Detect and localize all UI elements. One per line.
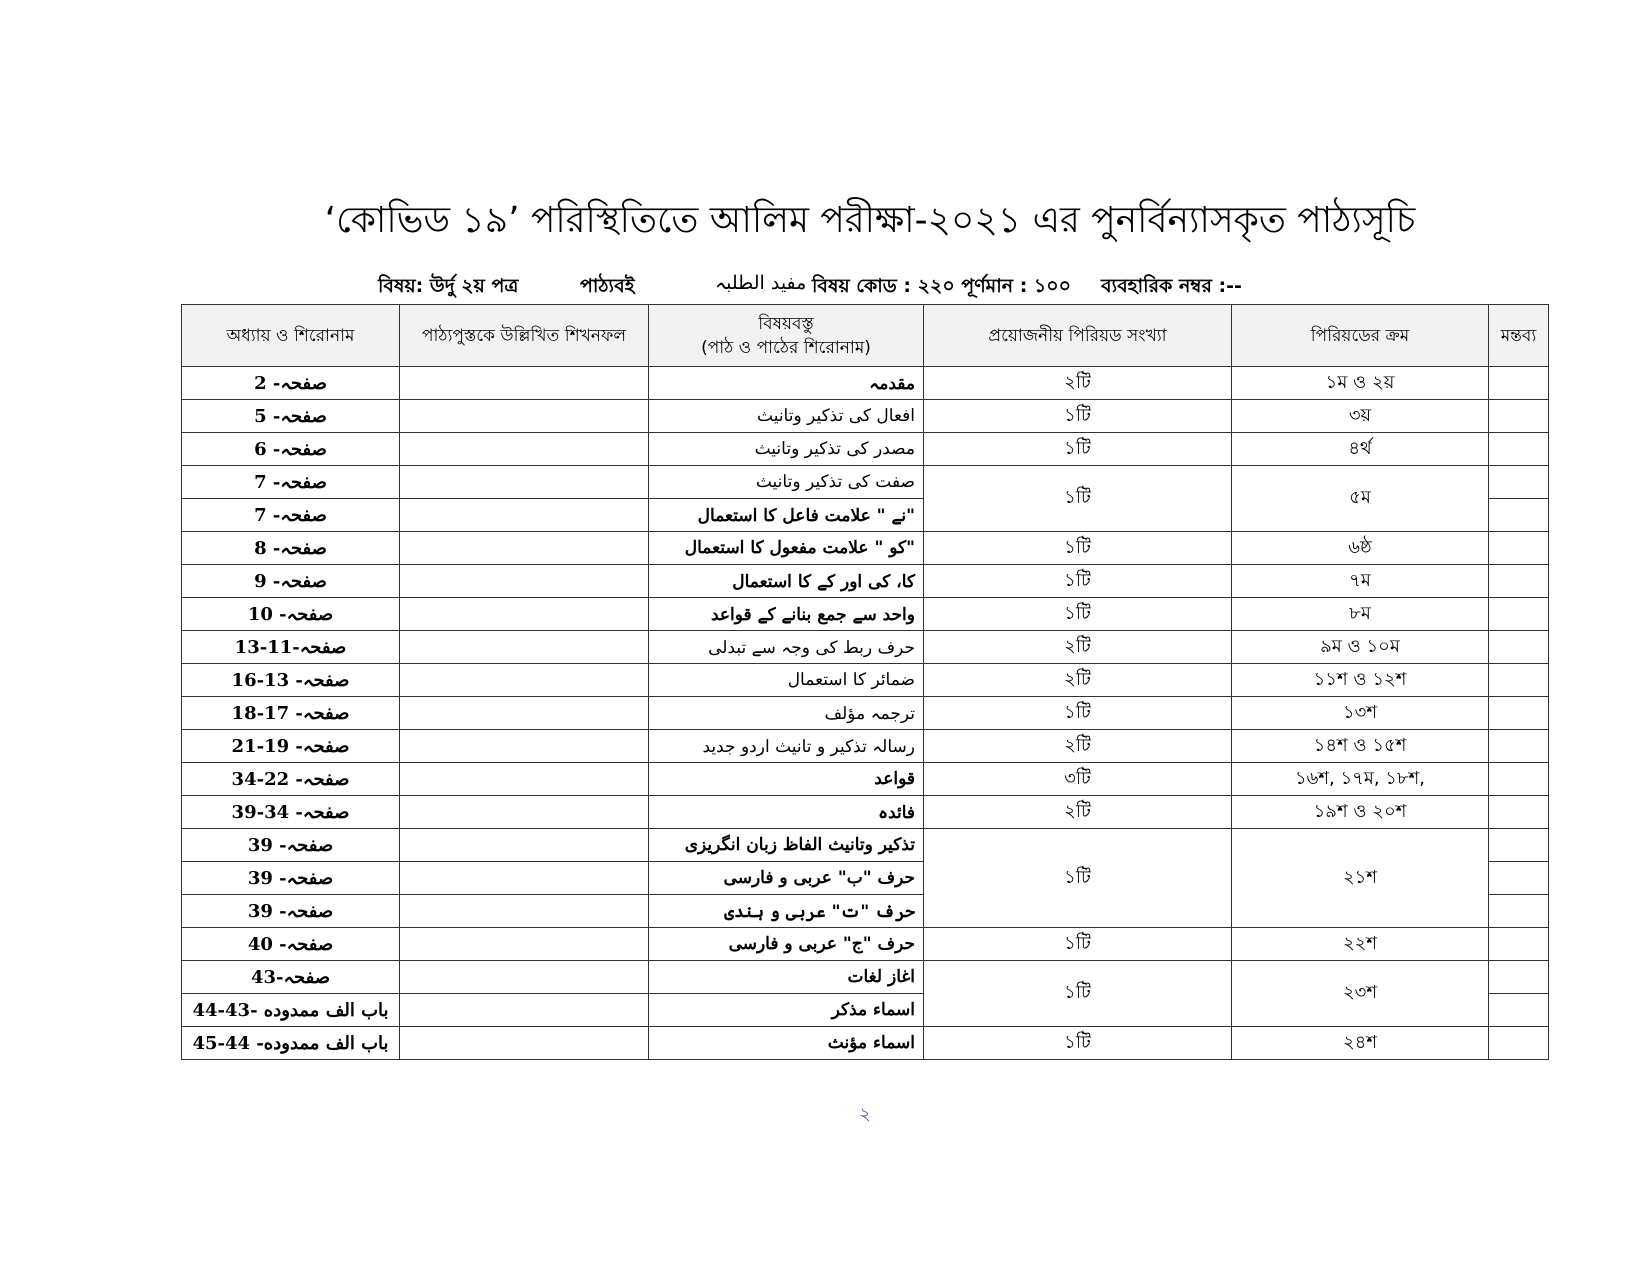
page-cell: صفحہ- 7 — [182, 466, 400, 499]
content-cell: مقدمہ — [649, 367, 924, 400]
order-cell: ৮ম — [1232, 598, 1489, 631]
table-row — [182, 466, 1549, 499]
periods-cell: ১টি — [924, 598, 1232, 631]
remarks-cell — [1489, 367, 1549, 400]
page-cell: صفحہ- 39 — [182, 862, 400, 895]
outcome-cell — [400, 367, 649, 400]
order-cell: ১৯শ ও ২০শ — [1232, 796, 1489, 829]
content-cell: فائدہ — [649, 796, 924, 829]
outcome-cell — [400, 829, 649, 862]
header-content-line2: (পাঠ ও পাঠের শিরোনাম) — [701, 337, 871, 358]
order-cell: ১ম ও ২য় — [1232, 367, 1489, 400]
content-cell: حرف "ت" عربی و ہندی — [649, 895, 924, 928]
remarks-cell — [1489, 466, 1549, 499]
content-cell: "کو " علامت مفعول کا استعمال — [649, 532, 924, 565]
outcome-cell — [400, 730, 649, 763]
remarks-cell — [1489, 796, 1549, 829]
content-cell: اسماء مذکر — [649, 994, 924, 1027]
order-cell: ১৩শ — [1232, 697, 1489, 730]
content-cell: اغاز لغات — [649, 961, 924, 994]
outcome-cell — [400, 697, 649, 730]
periods-cell: ১টি — [924, 433, 1232, 466]
outcome-cell — [400, 598, 649, 631]
remarks-cell — [1489, 499, 1549, 532]
periods-cell: ১টি — [924, 928, 1232, 961]
order-cell: ৫ম — [1232, 466, 1489, 532]
textbook-label: পাঠ্যবই — [580, 275, 635, 297]
outcome-cell — [400, 1027, 649, 1060]
page-cell: صفحہ- 6 — [182, 433, 400, 466]
page-cell: صفحہ- 5 — [182, 400, 400, 433]
textbook-name: مفید الطلبہ — [715, 272, 807, 294]
page-cell: صفحہ- 40 — [182, 928, 400, 961]
order-cell: ৬ষ্ঠ — [1232, 532, 1489, 565]
subject-code-marks: বিষয় কোড : ২২০ পূর্ণমান : ১০০ — [812, 275, 1071, 297]
periods-cell: ১টি — [924, 697, 1232, 730]
outcome-cell — [400, 763, 649, 796]
table-row — [182, 763, 1549, 796]
subject-info-line — [180, 268, 1560, 300]
remarks-cell — [1489, 1027, 1549, 1060]
content-cell: اسماء مؤنث — [649, 1027, 924, 1060]
outcome-cell — [400, 532, 649, 565]
content-cell: حرف "ب" عربی و فارسی — [649, 862, 924, 895]
page-number: ২ — [859, 1104, 871, 1125]
page-cell: باب الف ممدوده- 44-45 — [182, 1027, 400, 1060]
table-row — [182, 697, 1549, 730]
order-cell: ৩য় — [1232, 400, 1489, 433]
remarks-cell — [1489, 928, 1549, 961]
remarks-cell — [1489, 631, 1549, 664]
content-cell: حرف "ج" عربی و فارسی — [649, 928, 924, 961]
remarks-cell — [1489, 862, 1549, 895]
table-header-row — [182, 305, 1549, 367]
header-chapter: অধ্যায় ও শিরোনাম — [182, 305, 400, 367]
content-cell: افعال کی تذکیر وتانیث — [649, 400, 924, 433]
content-cell: قواعد — [649, 763, 924, 796]
periods-cell: ২টি — [924, 730, 1232, 763]
remarks-cell — [1489, 829, 1549, 862]
syllabus-table — [181, 304, 1549, 1060]
page-cell: صفحہ- 17-18 — [182, 697, 400, 730]
remarks-cell — [1489, 400, 1549, 433]
periods-cell: ২টি — [924, 796, 1232, 829]
practical-marks: ব্যবহারিক নম্বর :-- — [1101, 275, 1242, 297]
table-row — [182, 367, 1549, 400]
table-row — [182, 1027, 1549, 1060]
subject-label: বিষয়: উর্দু ২য় পত্র — [378, 275, 519, 297]
table-row — [182, 433, 1549, 466]
outcome-cell — [400, 928, 649, 961]
table-row — [182, 532, 1549, 565]
page-cell: صفحہ- 39 — [182, 895, 400, 928]
table-row — [182, 631, 1549, 664]
header-periods: প্রয়োজনীয় পিরিয়ড সংখ্যা — [924, 305, 1232, 367]
periods-cell: ১টি — [924, 829, 1232, 928]
content-cell: ترجمہ مؤلف — [649, 697, 924, 730]
remarks-cell — [1489, 697, 1549, 730]
remarks-cell — [1489, 664, 1549, 697]
remarks-cell — [1489, 895, 1549, 928]
outcome-cell — [400, 631, 649, 664]
content-cell: حرف ربط کی وجہ سے تبدلی — [649, 631, 924, 664]
outcome-cell — [400, 433, 649, 466]
outcome-cell — [400, 994, 649, 1027]
page-cell: صفحہ- 19-21 — [182, 730, 400, 763]
table-row — [182, 928, 1549, 961]
order-cell: ২৪শ — [1232, 1027, 1489, 1060]
outcome-cell — [400, 862, 649, 895]
remarks-cell — [1489, 598, 1549, 631]
outcome-cell — [400, 664, 649, 697]
header-content-line1: বিষয়বস্তু — [758, 313, 814, 334]
content-cell: ضمائر کا استعمال — [649, 664, 924, 697]
remarks-cell — [1489, 994, 1549, 1027]
order-cell: ২১শ — [1232, 829, 1489, 928]
table-row — [182, 598, 1549, 631]
table-row — [182, 565, 1549, 598]
periods-cell: ১টি — [924, 1027, 1232, 1060]
outcome-cell — [400, 895, 649, 928]
order-cell: ২৩শ — [1232, 961, 1489, 1027]
outcome-cell — [400, 499, 649, 532]
page-cell: صفحہ-11-13 — [182, 631, 400, 664]
periods-cell: ১টি — [924, 400, 1232, 433]
header-learning-outcome: পাঠ্যপুস্তকে উল্লিখিত শিখনফল — [400, 305, 649, 367]
periods-cell: ২টি — [924, 631, 1232, 664]
page-title: ‘কোভিড ১৯’ পরিস্থিতিতে আলিম পরীক্ষা-২০২১ এর পুনর্বিন্যাসকৃত পাঠ্যসূচি — [324, 200, 1416, 241]
content-cell: واحد سے جمع بنانے کے قواعد — [649, 598, 924, 631]
page-cell: صفحہ- 7 — [182, 499, 400, 532]
content-cell: مصدر کی تذکیر وتانیث — [649, 433, 924, 466]
remarks-cell — [1489, 763, 1549, 796]
page-cell: صفحہ- 10 — [182, 598, 400, 631]
periods-cell: ২টি — [924, 664, 1232, 697]
table-row — [182, 664, 1549, 697]
page-cell: صفحہ- 8 — [182, 532, 400, 565]
content-cell: صفت کی تذکیر وتانیث — [649, 466, 924, 499]
periods-cell: ১টি — [924, 532, 1232, 565]
table-row — [182, 961, 1549, 994]
table-row — [182, 730, 1549, 763]
header-period-order: পিরিয়ডের ক্রম — [1232, 305, 1489, 367]
table-row — [182, 829, 1549, 862]
header-remarks: মন্তব্য — [1489, 305, 1549, 367]
remarks-cell — [1489, 565, 1549, 598]
remarks-cell — [1489, 433, 1549, 466]
periods-cell: ২টি — [924, 367, 1232, 400]
page-cell: صفحہ-43 — [182, 961, 400, 994]
order-cell: ৭ম — [1232, 565, 1489, 598]
page-cell: صفحہ- 13-16 — [182, 664, 400, 697]
outcome-cell — [400, 466, 649, 499]
order-cell: ৪র্থ — [1232, 433, 1489, 466]
page-cell: صفحہ- 9 — [182, 565, 400, 598]
periods-cell: ১টি — [924, 961, 1232, 1027]
page-cell: صفحہ- 2 — [182, 367, 400, 400]
outcome-cell — [400, 565, 649, 598]
order-cell: ৯ম ও ১০ম — [1232, 631, 1489, 664]
content-cell: تذکیر وتانیث الفاظ زبان انگریزی — [649, 829, 924, 862]
remarks-cell — [1489, 532, 1549, 565]
outcome-cell — [400, 796, 649, 829]
page-cell: باب الف ممدوده -43-44 — [182, 994, 400, 1027]
content-cell: کا، کی اور کے کا استعمال — [649, 565, 924, 598]
periods-cell: ১টি — [924, 466, 1232, 532]
order-cell: ১১শ ও ১২শ — [1232, 664, 1489, 697]
table-row — [182, 400, 1549, 433]
page-cell: صفحہ- 34-39 — [182, 796, 400, 829]
outcome-cell — [400, 961, 649, 994]
page-cell: صفحہ- 22-34 — [182, 763, 400, 796]
header-content — [649, 305, 924, 367]
periods-cell: ১টি — [924, 565, 1232, 598]
remarks-cell — [1489, 961, 1549, 994]
content-cell: "نے " علامت فاعل کا استعمال — [649, 499, 924, 532]
remarks-cell — [1489, 730, 1549, 763]
table-row — [182, 796, 1549, 829]
page-cell: صفحہ- 39 — [182, 829, 400, 862]
order-cell: ১৪শ ও ১৫শ — [1232, 730, 1489, 763]
periods-cell: ৩টি — [924, 763, 1232, 796]
outcome-cell — [400, 400, 649, 433]
order-cell: ১৬শ, ১৭ম, ১৮শ, — [1232, 763, 1489, 796]
content-cell: رسالہ تذکیر و تانیث اردو جدید — [649, 730, 924, 763]
order-cell: ২২শ — [1232, 928, 1489, 961]
